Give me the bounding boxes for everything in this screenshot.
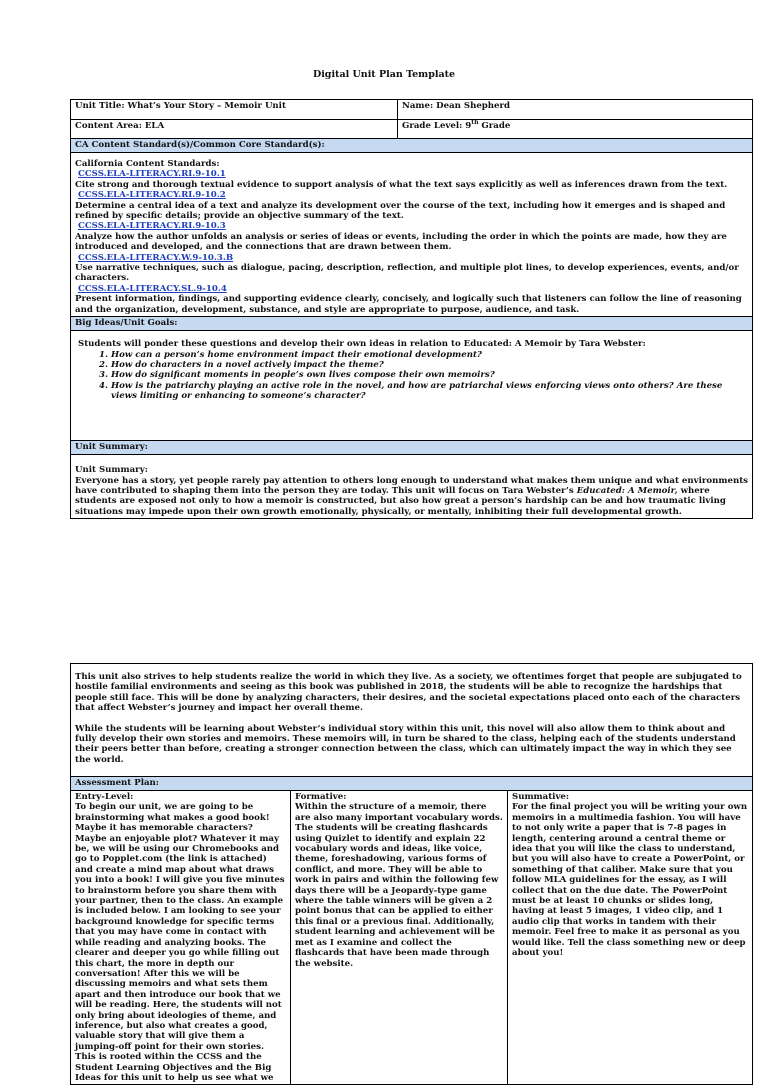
unit-title: Unit Title: What’s Your Story – Memoir Unit [71,100,398,120]
standard-item: CCSS.ELA-LITERACY.W.9-10.3.B Use narrative techniques, such as dialogue, pacing, description, reflection, and multiple plot lines, to develop experiences, events, and/or characters. [75,252,739,284]
unit-plan-table-continued [70,663,753,1085]
standard-item: CCSS.ELA-LITERACY.RI.9-10.1 Cite strong and thorough textual evidence to support analysis of what the text says explicitly as well as inferences drawn from the text. [75,169,728,190]
summary-paragraph: While the students will be learning about Webster’s individual story within this unit, this novel will also allow them to think about and fully develop their own stories and memoirs. These memoirs will, in turn be shared to the class, helping each of the students understand their peers better than before, creating a stronger connection between the class, which can ultimately impact the way in which they see the world. [75,723,736,765]
teacher-name: Name: Dean Shepherd [398,100,753,120]
summary-text: Everyone has a story, yet people rarely pay attention to others long enough to understand what makes them unique and what environments have contributed to shaping them into the person they are today. This unit will focus on Tara Webster’s Educated: A Memoir, where students are exposed not only to how a memoir is constructed, but also how great a person’s hardship can be and how traumatic living situations may impede upon their own growth emotionally, physically, or mentally, inhibiting their full developmental growth. [75,475,749,517]
summative-cell: Summative: For the final project you will be writing your own memoirs in a multimedia fashion. You will have to not only write a paper that is 7-8 pages in length, centering around a central theme or idea that you will like the class to understand, but you will also have to create a PowerPoint, or something of that caliber. Make sure that you follow MLA guidelines for the essay, as I will collect that on the due date. The PowerPoint must be at least 10 chunks or slides long, having at least 5 images, 1 video clip, and 1 audio clip that works in tandem with their memoir. Feel free to make it as personal as you would like. Tell the class something new or deep about you! [508,791,753,1085]
grade-level: Grade Level: 9th Grade [398,120,753,139]
summary-label: Unit Summary: [75,465,148,476]
unit-plan-table [70,99,753,519]
list-item: 4. How is the patriarchy playing an active role in the novel, and how are patriarchal views enforcing views onto others? Are these views limiting or enhancing to someone’s character? [111,381,748,402]
big-ideas-header: Big Ideas/Unit Goals: [71,317,753,331]
list-item: 3. How do significant moments in people’s own lives compose their own memoirs? [111,370,748,380]
summary-paragraph: This unit also strives to help students realize the world in which they live. As a society, we oftentimes forget that people are subjugated to hostile familial environments and seeing as this book was published in 2018, the students will be able to recognize the hardships that people still face. This will be done by analyzing characters, their desires, and the societal expectations placed onto each of the characters that affect Webster’s journey and impact her overall theme. [75,672,742,714]
standard-link[interactable]: CCSS.ELA-LITERACY.W.9-10.3.B [78,252,234,263]
summary-cell [71,455,753,519]
entry-level-text: To begin our unit, we are going to be brainstorming what makes a good book! Maybe it has memorable characters? Maybe an enjoyable plot? Whatever it may be, we will be using our Chromebooks and go to Popplet.com (the link is attached) and create a mind map about what draws you into a book! I will give you five minutes to brainstorm before you share them with your partner, then to the class. An example is included below. I am looking to see your background knowledge for specific terms that you may have come in contact with while reading and analyzing books. The clearer and deeper you go while filling out this chart, the more in depth our conversation! After this we will be discussing memoirs and what sets them apart and then introduce our book that we will be reading. Here, the students will not only bring about ideologies of theme, and inference, but also what creates a good, valuable story that will give them a jumping-off point for their own stories. This is rooted within the CCSS and the Student Learning Objectives and the Big Ideas for this unit to help us see what we [75,802,285,1083]
standard-link[interactable]: CCSS.ELA-LITERACY.RI.9-10.1 [78,169,226,180]
big-ideas-list [75,350,748,402]
big-ideas-cell [71,331,753,441]
list-item: 1. How can a person’s home environment impact their emotional development? [111,350,748,360]
summary-header: Unit Summary: [71,441,753,455]
big-ideas-intro: Students will ponder these questions and develop their own ideas in relation to Educated: A Memoir by Tara Webster: [78,339,646,350]
document-title: Digital Unit Plan Template [312,69,456,80]
standard-link[interactable]: CCSS.ELA-LITERACY.SL.9-10.4 [78,283,227,294]
formative-text: Within the structure of a memoir, there are also many important vocabulary words. The students will be creating flashcards using Quizlet to identify and explain 22 vocabulary words and ideas, like voice, theme, foreshadowing, various forms of conflict, and more. They will be able to work in pairs and within the following few days there will be a Jeopardy-type game where the table winners will be given a 2 point bonus that can be applied to either this final or a previous final. Additionally, student learning and achievement will be met as I examine and collect the flashcards that have been made through the website. [295,802,503,969]
standard-link[interactable]: CCSS.ELA-LITERACY.RI.9-10.2 [78,190,226,201]
standard-item: CCSS.ELA-LITERACY.RI.9-10.3 Analyze how the author unfolds an analysis or series of ideas or events, including the order in which the points are made, how they are introduced and developed, and the connections that are drawn between them. [75,221,727,253]
summative-text: For the final project you will be writing your own memoirs in a multimedia fashion. You will have to not only write a paper that is 7-8 pages in length, centering around a central theme or idea that you will like the class to understand, but you will also have to create a PowerPoint, or something of that caliber. Make sure that you follow MLA guidelines for the essay, as I will collect that on the due date. The PowerPoint must be at least 10 chunks or slides long, having at least 5 images, 1 video clip, and 1 audio clip that works in tandem with their memoir. Feel free to make it as personal as you would like. Tell the class something new or deep about you! [512,802,748,959]
summary-continued-cell [71,664,753,777]
assessment-header: Assessment Plan: [71,777,753,791]
standard-link[interactable]: CCSS.ELA-LITERACY.RI.9-10.3 [78,221,226,232]
standards-cell [71,153,753,317]
standard-item: CCSS.ELA-LITERACY.SL.9-10.4 Present information, findings, and supporting evidence clearly, concisely, and logically such that listeners can follow the line of reasoning and the organization, development, substance, and style are appropriate to purpose, audience, and task. [75,283,742,315]
entry-level-cell: Entry-Level: To begin our unit, we are going to be brainstorming what makes a good book! Maybe it has memorable characters? Maybe an enjoyable plot? Whatever it may be, we will be using our Chromebooks and go to Popplet.com (the link is attached) and create a mind map about what draws you into a book! I will give you five minutes to brainstorm before you share them with your partner, then to the class. An example is included below. I am looking to see your background knowledge for specific terms that you may have come in contact with while reading and analyzing books. The clearer and deeper you go while filling out this chart, the more in depth our conversation! After this we will be discussing memoirs and what sets them apart and then introduce our book that we will be reading. Here, the students will not only bring about ideologies of theme, and inference, but also what creates a good, valuable story that will give them a jumping-off point for their own stories. This is rooted within the CCSS and the Student Learning Objectives and the Big Ideas for this unit to help us see what we [71,791,291,1085]
formative-cell: Formative: Within the structure of a memoir, there are also many important vocabulary words. The students will be creating flashcards using Quizlet to identify and explain 22 vocabulary words and ideas, like voice, theme, foreshadowing, various forms of conflict, and more. They will be able to work in pairs and within the following few days there will be a Jeopardy-type game where the table winners will be given a 2 point bonus that can be applied to either this final or a previous final. Additionally, student learning and achievement will be met as I examine and collect the flashcards that have been made through the website. [291,791,508,1085]
standards-header: CA Content Standard(s)/Common Core Standard(s): [71,139,753,153]
content-area: Content Area: ELA [71,120,398,139]
list-item: 2. How do characters in a novel actively impact the theme? [111,360,748,370]
standards-intro: California Content Standards: [75,159,220,169]
standard-item: CCSS.ELA-LITERACY.RI.9-10.2 Determine a central idea of a text and analyze its development over the course of the text, including how it emerges and is shaped and refined by specific details; provide an objective summary of the text. [75,190,726,222]
